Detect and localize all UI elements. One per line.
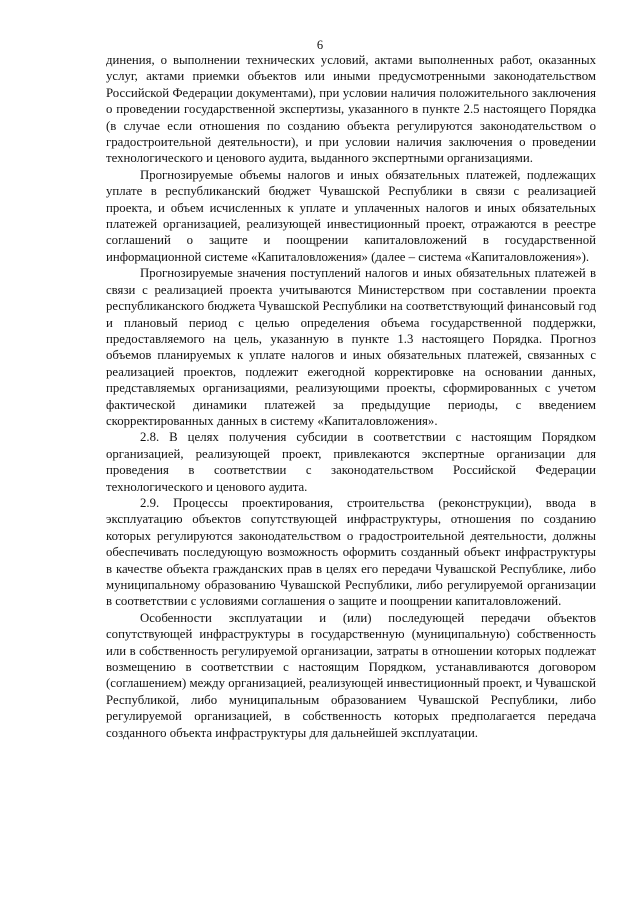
page-number: 6 <box>316 38 324 52</box>
paragraph-continuation: динения, о выполнении технических условий, актами выполненных работ, оказанных услуг, актами приемки объектов или иными предусмотренными законодательством Российской Федерации документами), при условии наличия положительного заключения о проведении государственной экспертизы, указанного в пункте 2.5 настоящего Порядка (в случае если отношения по созданию объекта регулируются законодательством о градостроительной деятельности), и при условии наличия заключения о проведении технологического и ценового аудита, выданного экспертными организациями. <box>106 53 596 166</box>
paragraph-clause-2-9: 2.9. Процессы проектирования, строительства (реконструкции), ввода в эксплуатацию объектов сопутствующей инфраструктуры, отношения по созданию которых регулируются законодательством о градостроительной деятельности, должны обеспечивать последующую возможность оформить созданный объект инфраструктуры в качестве объекта гражданских прав в целях его передачи Чувашской Республике, либо муниципальному образованию Чувашской Республики, либо регулируемой организации в соответствии с условиями соглашения о защите и поощрении капиталовложений. <box>106 495 596 609</box>
paragraph-tax-forecast-register: Прогнозируемые объемы налогов и иных обязательных платежей, подлежащих уплате в республиканский бюджет Чувашской Республики в связи с реализацией проекта, и объем исчисленных к уплате и уплаченных налогов и иных обязательных платежей организацией, реализующей инвестиционный проект, отражаются в реестре соглашений о защите и поощрении капиталовложений в государственной информационной системе «Капиталовложения» (далее – система «Капиталовложения»). <box>106 167 596 264</box>
document-body <box>106 52 596 741</box>
paragraph-clause-2-8: 2.8. В целях получения субсидии в соответствии с настоящим Порядком организацией, реализующей проект, привлекаются экспертные организации для проведения в соответствии с законодательством Российской Федерации технологического и ценового аудита. <box>106 430 596 494</box>
paragraph-tax-forecast-budget: Прогнозируемые значения поступлений налогов и иных обязательных платежей в связи с реализацией проекта учитываются Министерством при составлении проекта республиканского бюджета Чувашской Республики на соответствующий финансовый год и плановый период с целью определения объема государственной поддержки, предоставляемого на цель, указанную в пункте 1.3 настоящего Порядка. Прогноз объемов планируемых к уплате налогов и иных обязательных платежей, связанных с реализацией проектов, подлежит ежегодной корректировке на основании данных, представляемых организациями, реализующими проекты, сформированных с учетом фактической динамики платежей за предыдущие периоды, с введением скорректированных данных в систему «Капиталовложения». <box>106 266 596 428</box>
paragraph-infrastructure-transfer: Особенности эксплуатации и (или) последующей передачи объектов сопутствующей инфраструктуры в государственную (муниципальную) собственность или в собственность регулируемой организации, затраты в отношении которых подлежат возмещению в соответствии с настоящим Порядком, устанавливаются договором (соглашением) между организацией, реализующей инвестиционный проект, и Чувашской Республикой, либо муниципальным образованием Чувашской Республики, либо регулируемой организацией, в собственность которых предполагается передача созданного объекта инфраструктуры для дальнейшей эксплуатации. <box>106 610 597 740</box>
